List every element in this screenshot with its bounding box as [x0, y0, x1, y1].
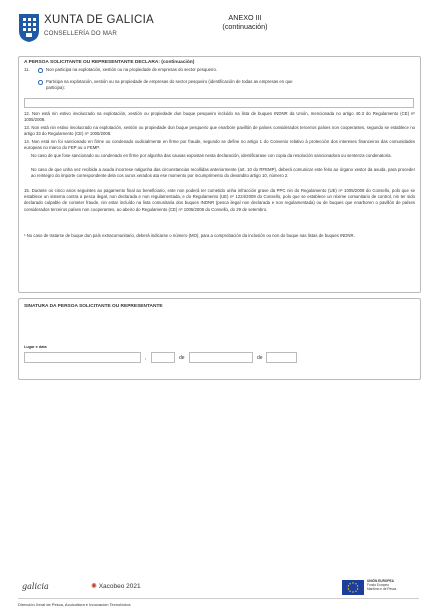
- eu-line-3: Marítimo e de Pesca: [367, 587, 397, 591]
- option-participates-line1: Participa na explotación, xestión ou na propiedade de empresas do sector pesqueiro (identificación de todas as empresas en que: [46, 78, 293, 84]
- galicia-shield-icon: [18, 13, 40, 43]
- item-13: 13. Non está nin estivo involucrado na explotación, xestión ou propiedade dun buque pesqueiro que enarbore pavillón de países considerados terceiros países non cooperantes, segundo se establece no artigo 33 do Regulamento (CE) nº 1005/2008.: [24, 125, 415, 137]
- item-14-paragraph-3: No caso de que unha vez recibida a axuda incorrese nalgunha das circunstancias recollidas anteriormente (art. 10 do RFEMP), deberá comunicar este feito ao órgano xestor da axuda, para proceder ao reintegro do importe correspondente dela cos xuros xerados ata ese momento por incumprimento do devandito artigo 10, número 2.: [31, 167, 415, 179]
- place-date-label: Lugar e data: [24, 345, 47, 349]
- item-14: 14. Non está nin foi sancionado en firme ou condenado xudicialmente en firme por fraude, segundo se define no artigo 1 do Convenio relativo á protección dos intereses financeiros das comunidades europeas no marco do FEP ou o FEMP.: [24, 139, 415, 151]
- day-input[interactable]: [151, 352, 175, 363]
- xunta-logo: [18, 13, 158, 51]
- xacobeo-logo: [91, 582, 141, 590]
- xacobeo-text: Xacobeo 2021: [98, 583, 141, 590]
- comma-separator: ,: [145, 355, 147, 361]
- place-input[interactable]: [24, 352, 141, 363]
- eu-line-1: UNIÓN EUROPEA: [367, 579, 394, 583]
- item-11-number: 11.: [24, 67, 30, 72]
- option-participates-line2: participa):: [46, 84, 65, 90]
- year-input[interactable]: [266, 352, 297, 363]
- consellaria-name: CONSELLERÍA DO MAR: [44, 30, 118, 37]
- month-input[interactable]: [189, 352, 253, 363]
- eu-line-2: Fondo Europeo: [367, 583, 389, 587]
- footnote: ¹ No caso de tratarse de buque dun país extracomunitario, deberá indicarse o número (MO), para a comprobación da inclusión ou non do buque nas listas de buques INDNR.: [24, 233, 355, 238]
- galicia-logo: galicia: [22, 582, 49, 591]
- declaration-section: [18, 56, 421, 293]
- companies-input[interactable]: [24, 98, 414, 108]
- signature-heading: SINATURA DA PERSOA SOLICITANTE OU REPRESENTANTE: [24, 304, 163, 309]
- annex-continuation: (continuación): [222, 22, 268, 31]
- section-heading: A PERSOA SOLICITANTE OU REPRESENTANTE DECLARA: (continuación): [24, 60, 195, 65]
- xacobeo-mark-icon: ✺: [91, 583, 97, 590]
- item-14-paragraph-2: No caso de que fose sancionado ou condenado en firme por algunha das causas expostas nesta declaración, identificarase con copia da resolución sancionadora ou sentenza condenatoria.: [31, 153, 392, 158]
- org-title: XUNTA DE GALICIA: [44, 14, 155, 26]
- option-not-participates-label: Non participa na explotación, xestión ou na propiedade de empresas do sector pesqueiro.: [46, 66, 218, 72]
- option-participates-label: [46, 79, 416, 91]
- option-participates-radio[interactable]: [38, 80, 43, 85]
- option-not-participates-radio[interactable]: [38, 68, 43, 73]
- de-label-1: de: [179, 355, 185, 361]
- footer-divider: [18, 598, 419, 599]
- de-label-2: de: [257, 355, 263, 361]
- eu-fund-label: [367, 579, 417, 591]
- item-12: 12. Non está nin estivo involucrado na explotación, xestión ou propiedade dun buque pesqueiro incluído na lista de buques INDNR da Unión, mencionada no artigo 40.3 do Regulamento (CE) nº 1005/2008.: [24, 111, 415, 123]
- item-15: 15. Durante os cinco anos seguintes ao pagamento final ao beneficiario, este non poderá ter cometido unha infracción grave da PPC nin do Regulamento (UE) nº 1005/2008 do Consello, polo que se establece un sistema contra a pesca ilegal, non declarada e non regulamentada, e do Regulamento (UE) nº 1224/2009 do Consello, polo que se establece un réxime comunitario de control, nin ter sido declarado culpable de cometer fraude, nin estar incluído na lista comunitaria dos buques INDNR (pesca ilegal non declarada e non regulamentada) ou de buques que enarboren o pavillón de países considerados terceiros países non cooperantes, ao abeiro do Regulamento (CE) nº 1005/2008 do Consello, do 29 de setembro.: [24, 188, 415, 212]
- annex-title: [190, 13, 300, 31]
- eu-flag-icon: [342, 580, 364, 595]
- signature-section: [18, 298, 421, 380]
- annex-number: ANEXO III: [228, 13, 262, 22]
- direccion-xeral: Dirección Xeral de Pesca, Acuicultura e Innovación Tecnolóxica: [18, 602, 131, 607]
